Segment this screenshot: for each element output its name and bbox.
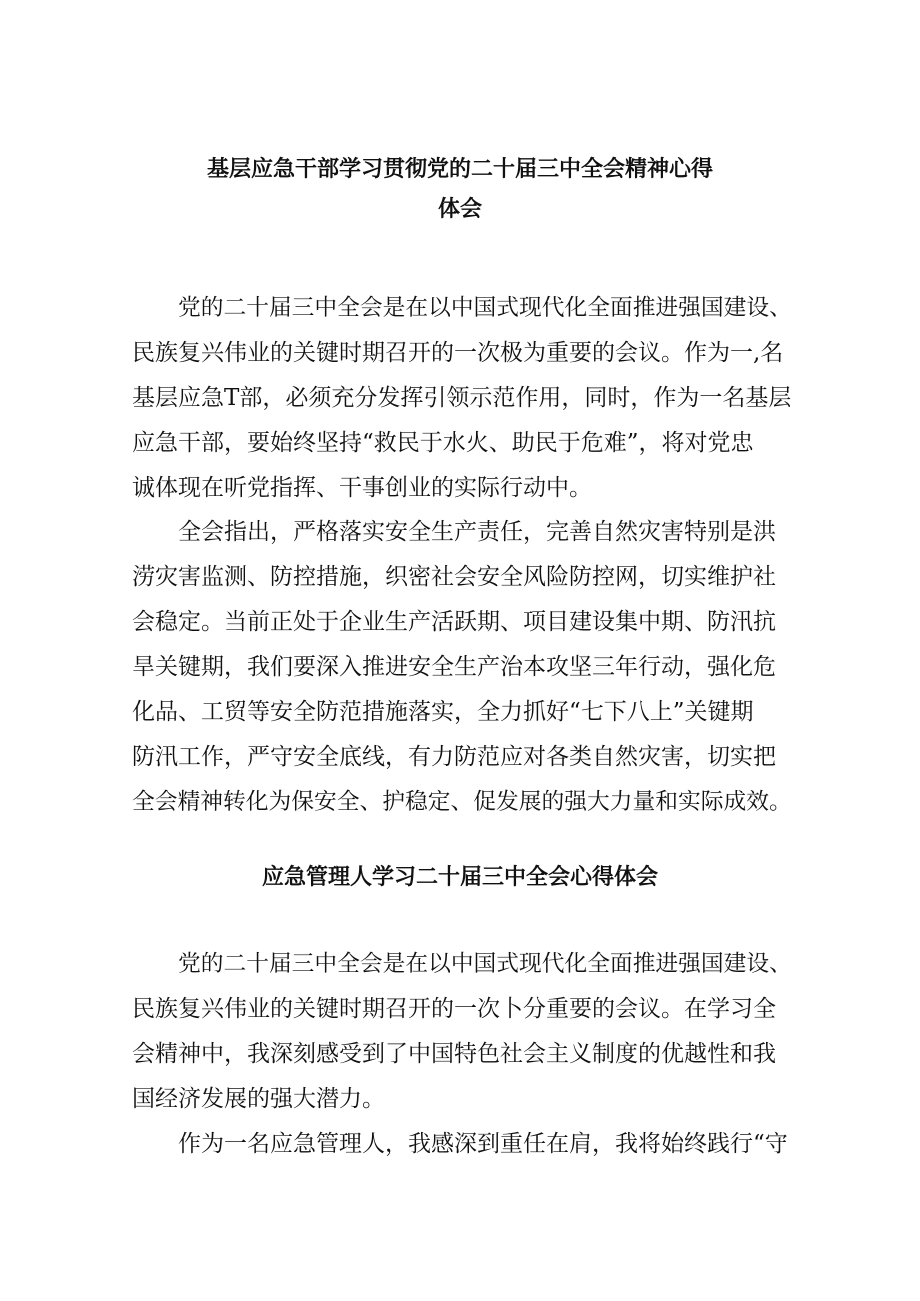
section-title [0, 858, 920, 898]
text-line: 旱关键期，我们要深入推进安全生产治本攻坚三年行动，强化危 [132, 654, 776, 680]
title-line: 应急管理人学习二十届三中全会心得体会 [261, 865, 658, 890]
paragraph [132, 286, 792, 511]
text-line: 基层应急T部，必须充分发挥引领示范作用，同时，作为一名基层 [132, 385, 792, 411]
text-line: 作为一名应急管理人，我感深到重任在肩，我将始终践行“守 [178, 1131, 788, 1157]
paragraph [132, 1122, 792, 1167]
text-line: 党的二十届三中全会是在以中国式现代化全面推进强国建设、 [178, 951, 792, 977]
title-line: 基层应急干部学习贯彻党的二十届三中全会精神心得 [206, 157, 713, 182]
text-line: 应急干部，要始终坚持“救民于水火、助民于危难”，将对党忠 [132, 430, 754, 456]
text-line: 全会指出，严格落实安全生产责任，完善自然灾害特别是洪 [178, 519, 776, 545]
text-line: 诚体现在听党指挥、干事创业的实际行动中。 [132, 475, 592, 501]
text-line: 会精神中，我深刻感受到了中国特色社会主义制度的优越性和我 [132, 1041, 776, 1067]
paragraph [132, 510, 792, 825]
text-line: 全会精神转化为保安全、护稳定、促发展的强大力量和实际成效。 [132, 789, 792, 815]
text-line: 化品、工贸等安全防范措施落实，全力抓好“七下八上”关键期 [132, 699, 754, 725]
title-line: 体会 [437, 197, 482, 222]
paragraph [132, 942, 792, 1122]
text-line: 党的二十届三中全会是在以中国式现代化全面推进强国建设、 [178, 295, 792, 321]
text-line: 防汛工作，严守安全底线，有力防范应对各类自然灾害，切实把 [132, 744, 776, 770]
text-line: 会稳定。当前正处于企业生产活跃期、项目建设集中期、防汛抗 [132, 609, 776, 635]
text-line: 国经济发展的强大潜力。 [132, 1086, 385, 1112]
section-title [0, 150, 920, 230]
text-line: 民族复兴伟业的关键时期召开的一次卜分重要的会议。在学习全 [132, 996, 776, 1022]
text-line: 民族复兴伟业的关键时期召开的一次极为重要的会议。作为一,名 [132, 340, 784, 366]
text-line: 涝灾害监测、防控措施，织密社会安全风险防控网，切实维护社 [132, 564, 776, 590]
